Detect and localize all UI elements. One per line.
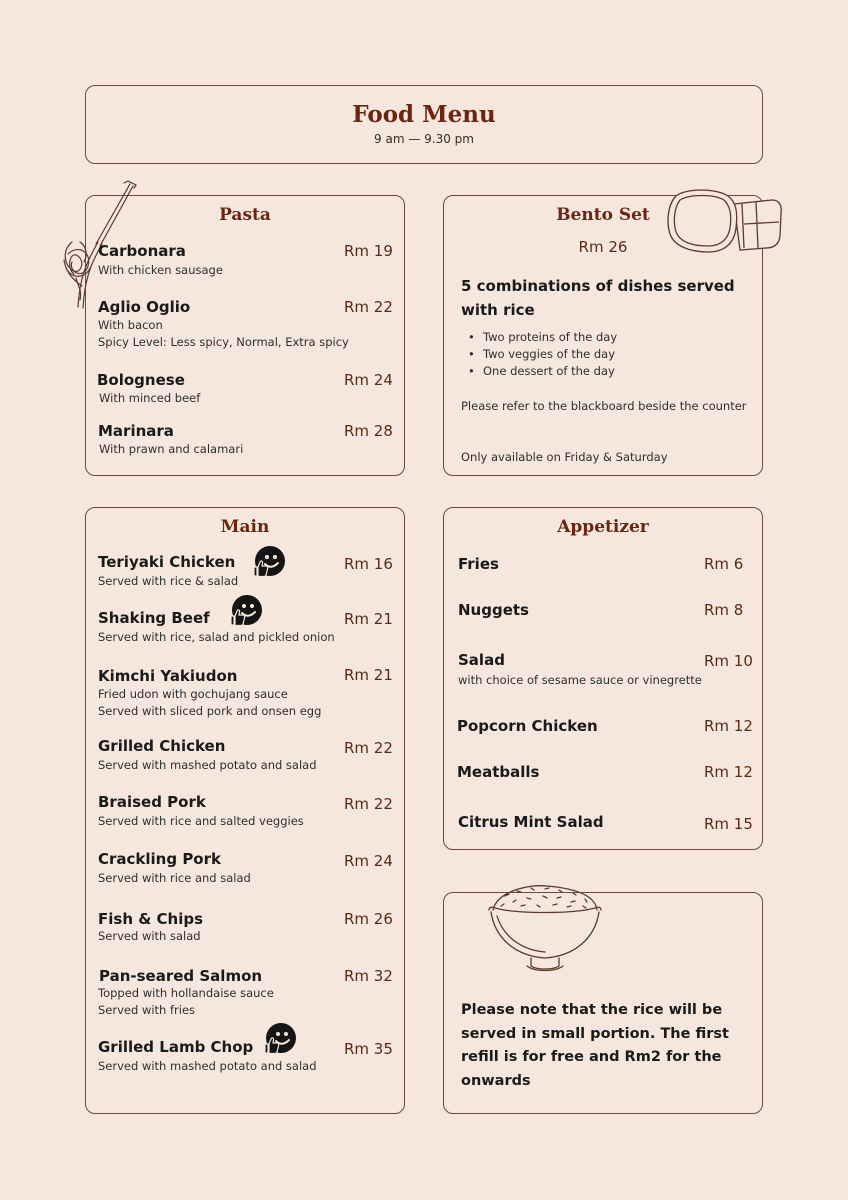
bento-price: Rm 26 (578, 238, 628, 256)
main-item-desc: Served with sliced pork and onsen egg (98, 704, 322, 718)
bento-list-item: • Two proteins of the day (468, 329, 617, 346)
main-item-price: Rm 21 (344, 610, 393, 628)
appetizer-item-price: Rm 12 (704, 763, 753, 781)
appetizer-item-price: Rm 12 (704, 717, 753, 735)
appetizer-item-name: Citrus Mint Salad (458, 813, 604, 831)
main-item-name: Crackling Pork (98, 850, 221, 868)
main-item-desc: Topped with hollandaise sauce (98, 986, 274, 1000)
appetizer-item-price: Rm 8 (704, 601, 744, 619)
main-title: Main (220, 517, 270, 537)
main-item-name: Fish & Chips (98, 910, 204, 928)
pasta-item-desc: With bacon (98, 318, 163, 332)
main-item-desc: Served with mashed potato and salad (98, 1059, 317, 1073)
rice-bowl-icon (487, 880, 603, 976)
main-item-price: Rm 32 (344, 967, 393, 985)
appetizer-item-name: Salad (458, 651, 505, 669)
bento-box-icon (664, 188, 784, 256)
main-item-name: Grilled Lamb Chop (98, 1038, 254, 1056)
main-item-desc: Served with mashed potato and salad (98, 758, 317, 772)
main-item-price: Rm 22 (344, 795, 393, 813)
pasta-item-desc: With minced beef (99, 391, 201, 405)
bento-list-item: • Two veggies of the day (468, 346, 617, 363)
main-item-name: Teriyaki Chicken (98, 553, 236, 571)
appetizer-item-desc: with choice of sesame sauce or vinegrette (458, 673, 702, 687)
pasta-item-price: Rm 28 (344, 422, 393, 440)
main-item-price: Rm 22 (344, 739, 393, 757)
appetizer-item-name: Fries (458, 555, 499, 573)
main-item-price: Rm 16 (344, 555, 393, 573)
rice-note: Please note that the rice will be served in small portion. The first refill is for free and Rm2 for the onwards (461, 1002, 729, 1089)
main-item-name: Grilled Chicken (98, 737, 226, 755)
pasta-item-name: Bolognese (97, 371, 185, 389)
pasta-item-name: Marinara (98, 422, 174, 440)
main-item-name: Braised Pork (98, 793, 206, 811)
appetizer-item-name: Popcorn Chicken (457, 717, 598, 735)
pasta-item-desc: Spicy Level: Less spicy, Normal, Extra spicy (98, 335, 349, 349)
bento-headline: 5 combinations of dishes served with rice (461, 277, 735, 319)
main-item-desc: Served with salad (98, 929, 201, 943)
opening-hours: 9 am — 9.30 pm (374, 132, 474, 146)
menu-title: Food Menu (352, 101, 496, 128)
pasta-item-desc: With chicken sausage (98, 263, 223, 277)
main-item-desc: Served with rice and salted veggies (98, 814, 304, 828)
appetizer-title: Appetizer (557, 517, 649, 537)
bento-title: Bento Set (556, 205, 650, 225)
main-item-price: Rm 26 (344, 910, 393, 928)
main-item-desc: Served with rice, salad and pickled onion (98, 630, 335, 644)
appetizer-item-price: Rm 10 (704, 652, 753, 670)
main-item-price: Rm 24 (344, 852, 393, 870)
main-item-name: Pan-seared Salmon (99, 967, 263, 985)
main-item-price: Rm 35 (344, 1040, 393, 1058)
main-item-desc: Served with rice and salad (98, 871, 251, 885)
pasta-item-price: Rm 22 (344, 298, 393, 316)
appetizer-item-name: Meatballs (457, 763, 540, 781)
bento-list-item: • One dessert of the day (468, 363, 617, 380)
pasta-item-name: Aglio Oglio (98, 298, 191, 316)
pasta-item-name: Carbonara (98, 242, 186, 260)
bento-availability: Only available on Friday & Saturday (461, 450, 668, 464)
thumbs-up-smiley-icon (262, 1022, 296, 1056)
appetizer-item-price: Rm 15 (704, 815, 753, 833)
appetizer-item-name: Nuggets (458, 601, 529, 619)
pasta-item-price: Rm 24 (344, 371, 393, 389)
thumbs-up-smiley-icon (228, 594, 262, 628)
thumbs-up-smiley-icon (251, 545, 285, 579)
bento-note: Please refer to the blackboard beside the counter (461, 399, 747, 413)
main-item-name: Shaking Beef (98, 609, 210, 627)
pasta-item-price: Rm 19 (344, 242, 393, 260)
bento-list (468, 329, 617, 380)
main-item-desc: Fried udon with gochujang sauce (98, 687, 288, 701)
pasta-item-desc: With prawn and calamari (99, 442, 244, 456)
main-item-name: Kimchi Yakiudon (98, 667, 238, 685)
main-item-desc: Served with rice & salad (98, 574, 239, 588)
main-item-price: Rm 21 (344, 666, 393, 684)
appetizer-item-price: Rm 6 (704, 555, 744, 573)
pasta-title: Pasta (219, 205, 271, 225)
main-item-desc: Served with fries (98, 1003, 196, 1017)
title-box (85, 85, 763, 164)
